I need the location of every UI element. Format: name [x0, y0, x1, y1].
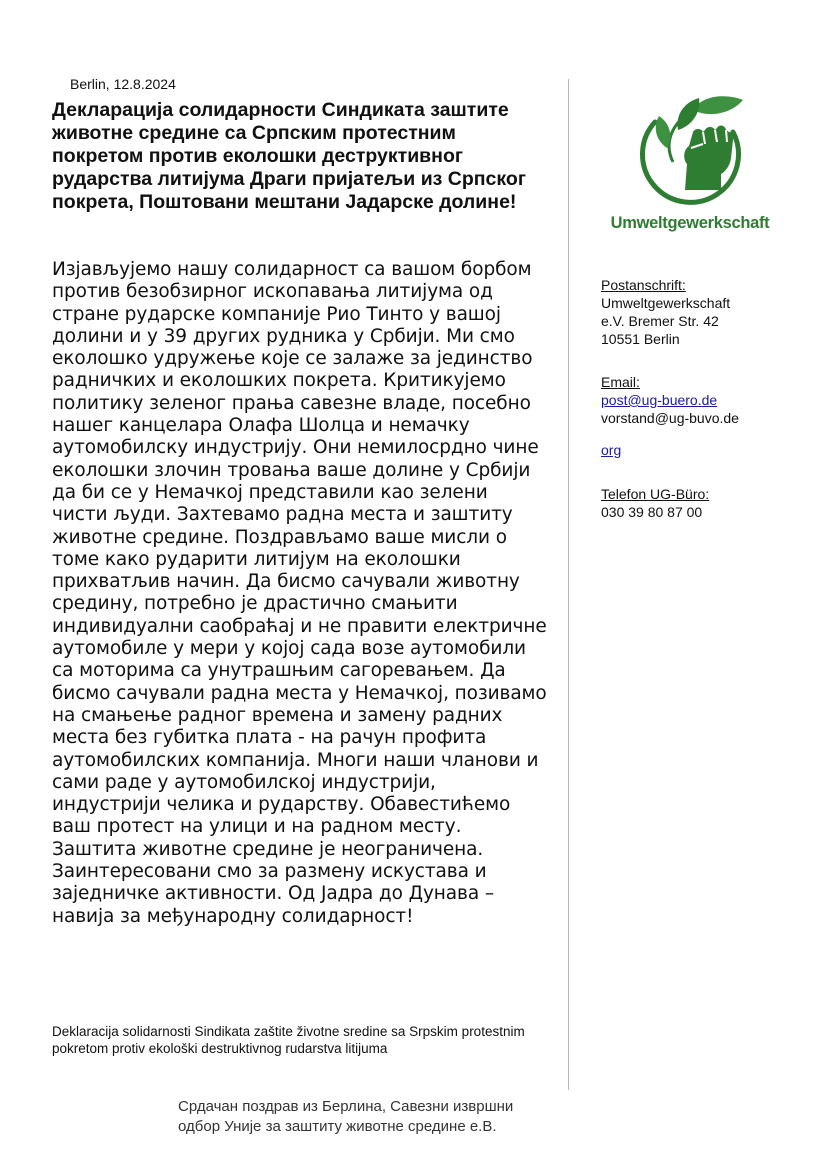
logo-wordmark: Umweltgewerkschaft	[610, 214, 770, 232]
phone-label: Telefon UG-Büro:	[601, 486, 710, 502]
phone-block	[601, 485, 709, 521]
postal-address-block	[601, 276, 730, 348]
column-divider	[568, 79, 569, 1090]
postal-label: Postanschrift:	[601, 277, 686, 293]
postal-line: e.V. Bremer Str. 42	[601, 313, 719, 329]
email-secondary: vorstand@ug-buvo.de	[601, 410, 739, 426]
email-block	[601, 373, 739, 427]
letter-date: Berlin, 12.8.2024	[70, 76, 176, 92]
letter-body: Изјављујемо нашу солидарност са вашом борбом против безобзирног ископавања литијума од стране рударске компаније Рио Тинто у вашој долини и у 39 других рудника у Србији. Ми смо еколошко удружење које се залаже за јединство радничких и еколошких покрета. Критикујемо политику зеленог прања савезне владе, посебно нашег канцелара Олафа Шолца и немачку аутомобилску индустрију. Они немилосрдно чине еколошки злочин тровања ваше долине у Србији да би се у Немачкој представили као зелени чисти људи. Захтевамо радна места и заштиту животне средине. Поздрављамо ваше мисли о томе како рударити литијум на еколошки прихватљив начин. Да бисмо сачували животну средину, потребно је драстично смањити индивидуални саобраћај и не правити електричне аутомобиле у мери у којој сада возе аутомобили са моторима са унутрашњим сагоревањем. Да бисмо сачували радна места у Немачкој, позивамо на смањење радног времена и замену радних места без губитка плата - на рачун профита аутомобилских компанија. Многи наши чланови и сами раде у аутомобилској индустрији, индустрији челика и рударству. Обавестићемо ваш протест на улици и на радном месту. Заштита животне средине је неограничена. Заинтересовани смо за размену искустава и заједничке активности. Од Јадра до Дунава – навија за међународну солидарност!	[52, 259, 547, 927]
latin-summary: Deklaracija solidarnosti Sindikata zaštite životne sredine sa Srpskim protestnim pokretom protiv ekološki destruktivnog rudarstva litijuma	[52, 1024, 525, 1056]
closing-greeting: Срдачан поздрав из Берлина, Савезни извршни одбор Уније за заштиту животне средине е.В.	[178, 1098, 514, 1135]
web-link[interactable]: org	[601, 442, 622, 458]
postal-line: Umweltgewerkschaft	[601, 295, 731, 311]
email-label: Email:	[601, 374, 640, 390]
web-block	[601, 441, 621, 459]
email-link[interactable]: post@ug-buero.de	[601, 392, 718, 408]
letter-title: Декларација солидарности Синдиката заштите животне средине са Српским протестним покретом против еколошки деструктивног рударства литијума Драги пријатељи из Српског покрета, Поштовани мештани Јадарске долине!	[52, 99, 526, 213]
postal-line: 10551 Berlin	[601, 331, 680, 347]
fist-leaf-logo-icon	[633, 92, 751, 210]
phone-number: 030 39 80 87 00	[601, 504, 703, 520]
organization-logo	[600, 92, 780, 237]
